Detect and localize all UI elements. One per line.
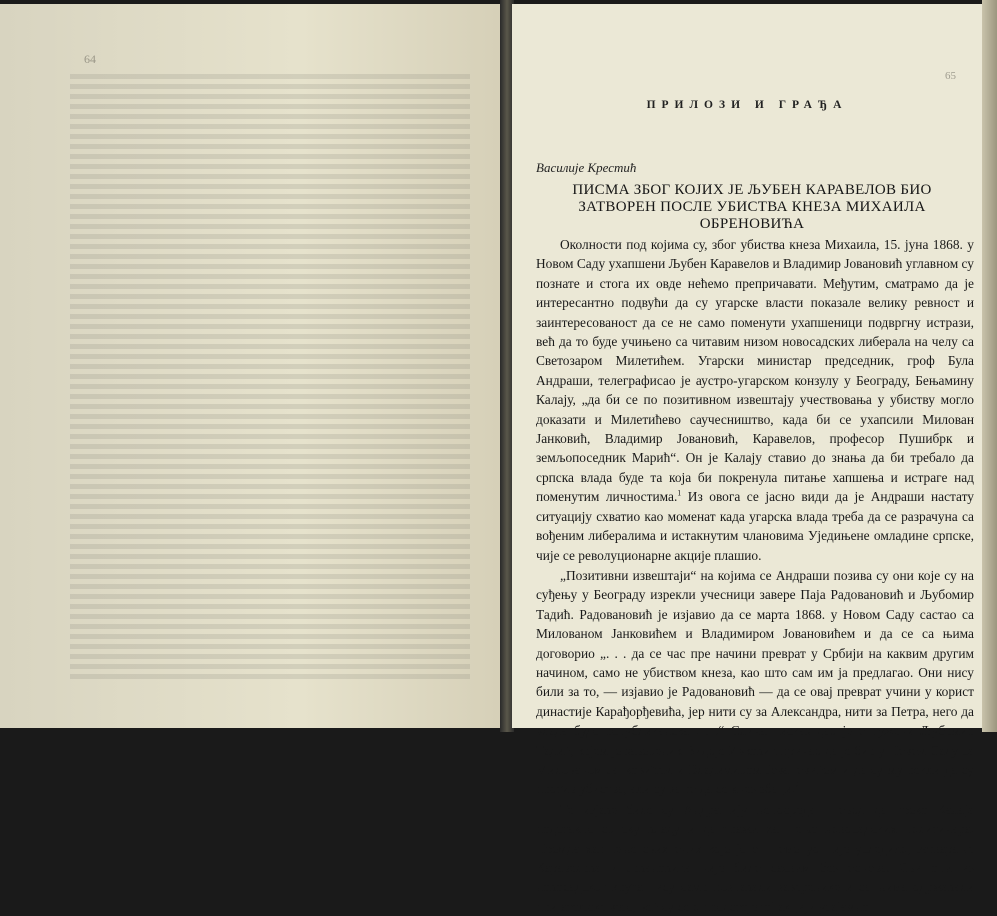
right-page-number: 65 <box>945 70 956 82</box>
bleed-through-text <box>70 74 470 684</box>
paragraph <box>536 800 974 916</box>
article-title: ПИСМА ЗБОГ КОЈИХ ЈЕ ЉУБЕН КАРАВЕЛОВ БИО ЗАТВОРЕН ПОСЛЕ УБИСТВА КНЕЗА МИХАИЛА ОБРЕНОВИЋА <box>572 182 932 232</box>
paragraph-text: Околности под којима су, због убиства кнеза Михаила, 15. јуна 1868. у Новом Саду ухапшени Љубен Каравелов и Владимир Јовановић углавном су познате и стога их овде нећемо препричавати. Међутим, сматрамо да је интересантно подвући да су угарске власти показале велику ревност и заинтересованост да се не само поменути ухапшеници подвргну истрази, већ да то буде учињено са читавим низом новосадских либерала на челу са Светозаром Милетићем. Угарски министар председник, гроф Була Андраши, телеграфисао је аустро-угарском конзулу у Београду, Бењамину Калају, „да би се по позитивном извештају учествовања у убиству могло доказати и Милетићево саучесништво, када би се ухапсили Милован Јанковић, Владимир Јовановић, Каравелов, професор Пушибрк и земљопоседник Марић“. Он је Калају ставио до знања да би требало да српска влада буде та која би покренула питање хапшења и истраге над поменутим личностима. <box>536 237 974 505</box>
paragraph-text: „Позитивни извештаји“ на којима се Андраши позива су они које су на суђењу у Београду изрекли учесници завере Паја Радовановић и Љубомир Тадић. Радовановић је изјавио да се марта 1868. у Новом Саду састао са Милованом Јанковићем и Владимиром Јовановићем и да се са њима договорио „. . . да се час пре начини преврат у Србији на каквим другим начином, само не убиством кнеза, као што сам им ја предлагао. Они нису били за то, — изјавио је Радовановић — да се овај преврат учини у корист династије Карађорђевића, јер нити су за Александра, нити за Петра, него да влада буде републиканска . . .“ Сличан исказ дао је оптужени Љубомир Тадић, којем је завереник Видоје Ивковић причао да је био у Новом Саду са Милованом Јанковићем и Владимиром Јовановићем и да су му рекли да су против убиства, али су за то да се кнез збаци. <box>536 567 974 797</box>
article-author: Василије Крестић <box>536 160 637 175</box>
left-page-number: 64 <box>84 52 96 66</box>
article-body <box>536 235 974 916</box>
footnote-marker: 1 <box>677 488 682 498</box>
section-heading: ПРИЛОЗИ И ГРАЂА <box>646 99 848 111</box>
left-page <box>0 4 500 728</box>
right-page <box>512 4 982 914</box>
footnote-marker: 2 <box>795 780 800 790</box>
paragraph <box>536 566 974 799</box>
page-edge <box>982 0 997 732</box>
paragraph-text: Из овога се јасно види да је Андраши настату ситуацију схватио као моменат када угарска влада треба да се разрачуна са вођеним либералима и истакнутим члановима Уједињене омладине српске, чије се револуционарне акције плашио. <box>536 489 975 563</box>
paragraph-text: Те изјаве биле су Андрашију непосредан повод да преко Калаја подстакне српску владу и да тражи хапшење новосадских политичара. Премда хапшење свих оних које је он поменуо није уследило, затварање Каравелова и Јовановића није било сасвим без основа. Сви они из новосадског круга нису само познавали заверенике и са њима одржавали пријатељске везе, већ су се о предстојећој акцији узајамно <box>536 801 974 914</box>
paragraph <box>536 235 974 565</box>
